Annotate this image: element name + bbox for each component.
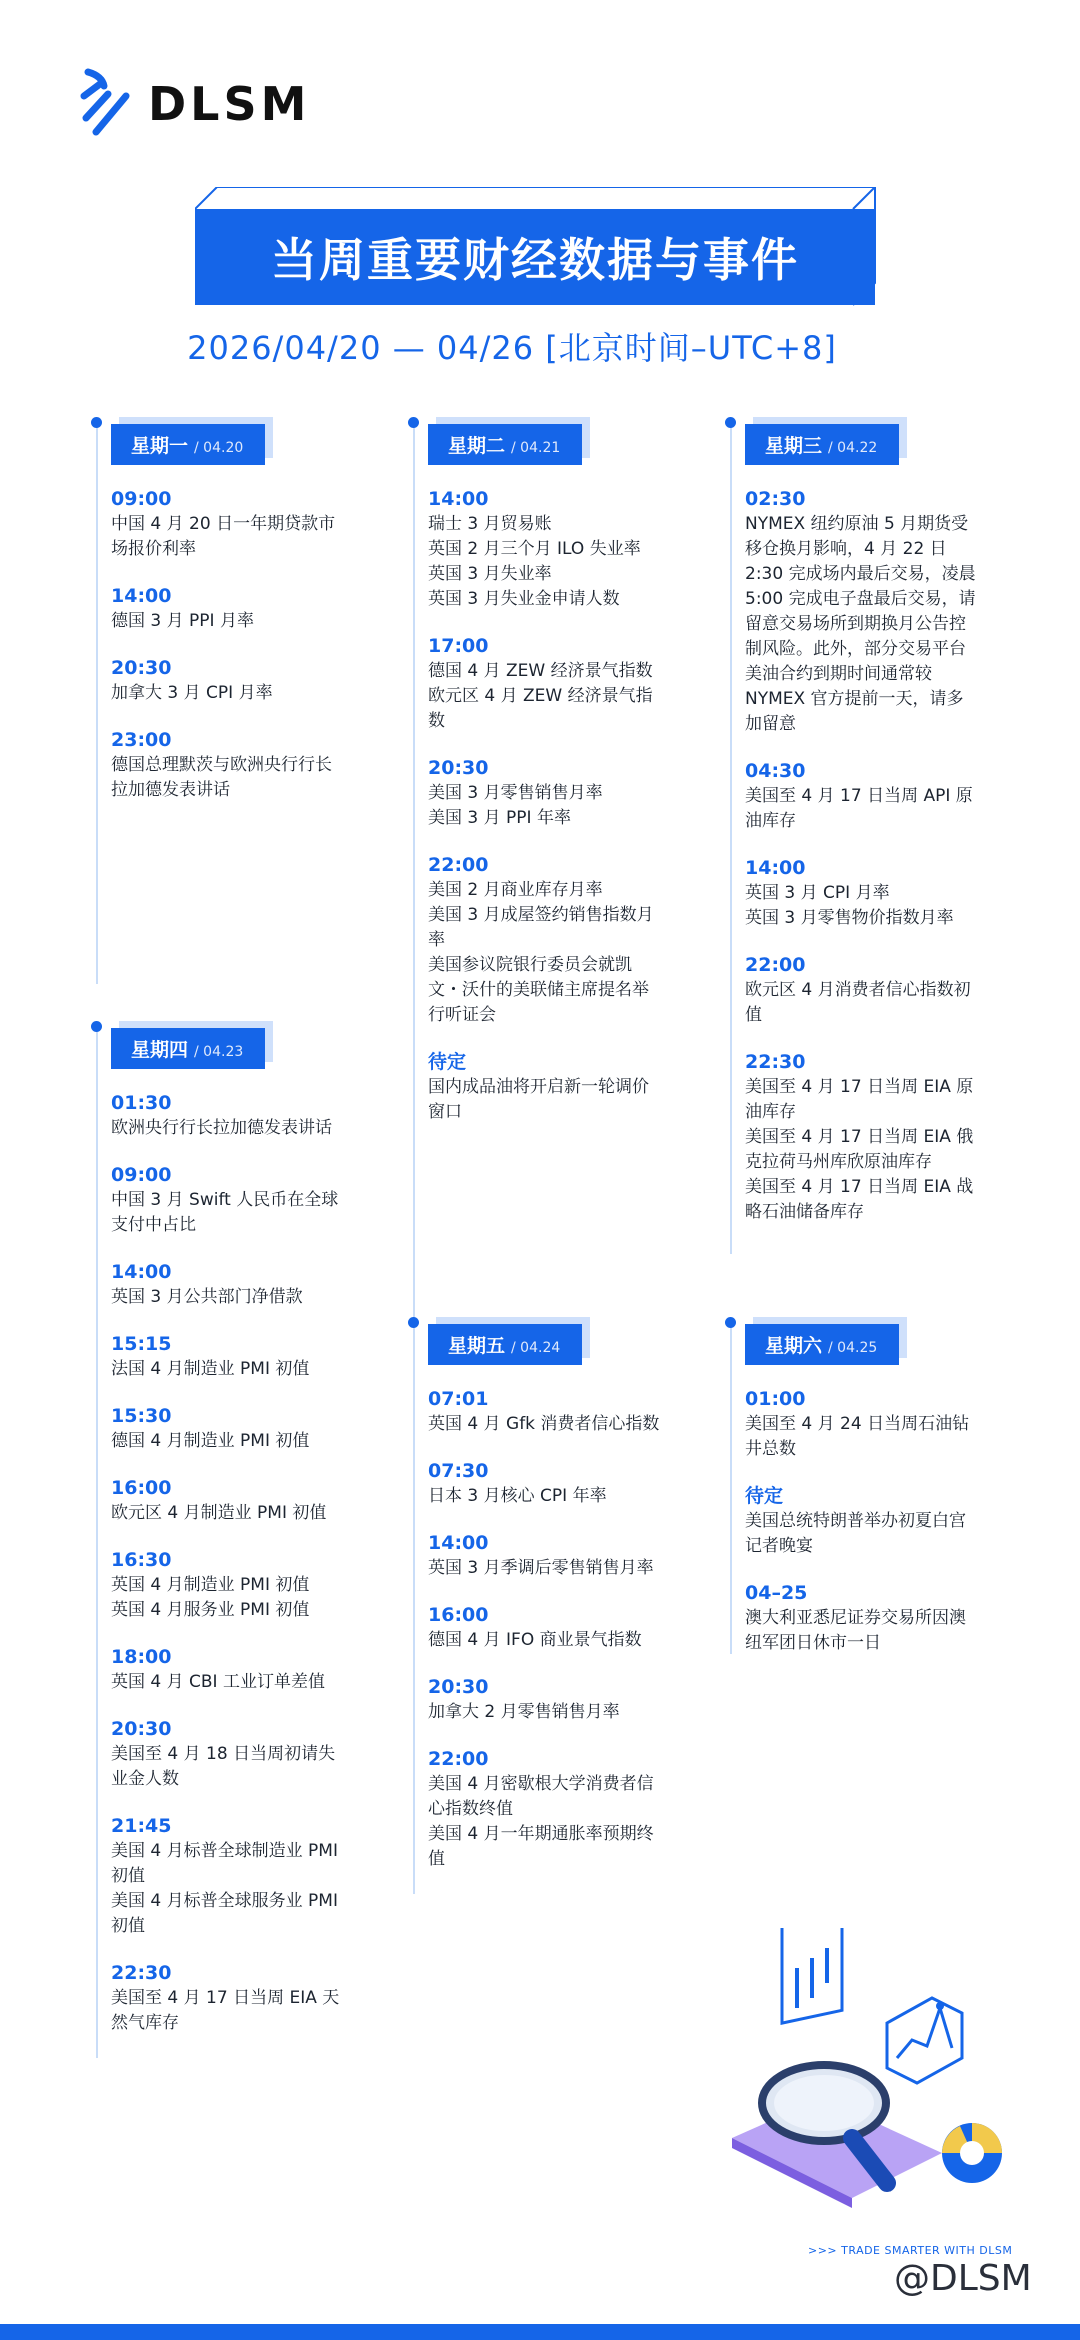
event-text: 德国 3 月 PPI 月率 (111, 611, 254, 631)
event-text: 心指数终值 (428, 1799, 513, 1819)
event-text: 英国 4 月 Gfk 消费者信心指数 (428, 1414, 660, 1434)
day-label: 星期四 (131, 1039, 189, 1061)
event-text: 加拿大 3 月 CPI 月率 (111, 683, 273, 703)
event-text: 初值 (111, 1866, 145, 1886)
event-item (111, 1814, 371, 1939)
event-time: 22:00 (745, 954, 806, 976)
event-text: 德国 4 月 IFO 商业景气指数 (428, 1630, 642, 1650)
day-monday: 星期一 / 04.20 09:00 中国 4 月 20 日一年期贷款市 场报价利率 14:00 德国 3 月 PPI 月率 20:30 加拿大 3 月 CPI 月率 23:00 德国总理默茨与欧洲央行行长 拉加德发表讲话 (111, 424, 371, 825)
day-label: 星期三 (765, 435, 823, 457)
event-item (428, 1675, 688, 1725)
event-text: 文・沃什的美联储主席提名举 (428, 980, 649, 1000)
event-time: 21:45 (111, 1815, 172, 1837)
event-item (111, 1404, 371, 1454)
event-text: 美国至 4 月 17 日当周 EIA 天 (111, 1988, 340, 2008)
event-item (111, 584, 371, 634)
event-time: 15:15 (111, 1333, 172, 1355)
event-time: 20:30 (428, 1676, 489, 1698)
footer-tagline: >>> TRADE SMARTER WITH DLSM (808, 2244, 1013, 2257)
event-text: 英国 2 月三个月 ILO 失业率 (428, 539, 641, 559)
event-text: 英国 3 月失业金申请人数 (428, 589, 620, 609)
event-time: 14:00 (428, 488, 489, 510)
event-text: 留意交易场所到期换月公告控 (745, 614, 966, 634)
event-item (111, 1476, 371, 1526)
event-time: 14:00 (745, 857, 806, 879)
event-text: 德国 4 月制造业 PMI 初值 (111, 1431, 310, 1451)
event-text: 美国至 4 月 17 日当周 EIA 俄 (745, 1127, 974, 1147)
event-time: 01:30 (111, 1092, 172, 1114)
event-text: 英国 3 月失业率 (428, 564, 552, 584)
event-time: 22:30 (111, 1962, 172, 1984)
event-time: 16:30 (111, 1549, 172, 1571)
event-text: 值 (428, 1849, 445, 1869)
event-text: 加留意 (745, 714, 796, 734)
page-title: 当周重要财经数据与事件 (195, 209, 875, 305)
day-tuesday: 星期二 / 04.21 14:00 瑞士 3 月贸易账 英国 2 月三个月 ILO 失业率 英国 3 月失业率 英国 3 月失业金申请人数 17:00 德国 4 月 ZEW 经济景气指数 欧元区 4 月 ZEW 经济景气指 数 20:30 美国 3 月零售销售月率 美国 3 月 PPI 年率 22:00 美国 2 月商业库存月率 美国 3 月成屋签约销售指数月 率 美国参议院银行委员会就凯 文・沃什的美联储主席提名举 行听证会 待定 国内成品油将开启新一轮调价 窗口 (428, 424, 688, 1147)
event-text: 油库存 (745, 1102, 796, 1122)
event-text: 英国 4 月 CBI 工业订单差值 (111, 1672, 325, 1692)
brand-logo (78, 66, 310, 142)
event-text: 初值 (111, 1916, 145, 1936)
event-time: 20:30 (111, 657, 172, 679)
event-time: 14:00 (111, 585, 172, 607)
magnifier-chart-illustration (712, 1928, 1032, 2228)
event-time: 22:30 (745, 1051, 806, 1073)
event-text: 澳大利亚悉尼证券交易所因澳 (745, 1608, 966, 1628)
event-item (745, 1050, 1005, 1225)
event-text: 场报价利率 (111, 539, 196, 559)
event-item (745, 1581, 1005, 1656)
event-text: 美国 4 月标普全球服务业 PMI (111, 1891, 338, 1911)
event-text: 油库存 (745, 811, 796, 831)
event-time: 20:30 (428, 757, 489, 779)
event-time: 23:00 (111, 729, 172, 751)
event-text: 法国 4 月制造业 PMI 初值 (111, 1359, 310, 1379)
event-text: 美国至 4 月 17 日当周 EIA 原 (745, 1077, 974, 1097)
day-friday: 星期五 / 04.24 07:01 英国 4 月 Gfk 消费者信心指数 07:30 日本 3 月核心 CPI 年率 14:00 英国 3 月季调后零售销售月率 16:00 德国 4 月 IFO 商业景气指数 20:30 加拿大 2 月零售销售月率 22:00 美国 4 月密歇根大学消费者信 心指数终值 美国 4 月一年期通胀率预期终 值 (428, 1324, 688, 1894)
day-saturday: 星期六 / 04.25 01:00 美国至 4 月 24 日当周石油钻 井总数 待定 美国总统特朗普举办初夏白宫 记者晚宴 04–25 澳大利亚悉尼证券交易所因澳 纽军团日休市一日 (745, 1324, 1005, 1678)
event-item (428, 1459, 688, 1509)
event-text: 窗口 (428, 1102, 462, 1122)
event-text: 英国 4 月服务业 PMI 初值 (111, 1600, 310, 1620)
title-banner (195, 187, 875, 305)
event-text: 美国参议院银行委员会就凯 (428, 955, 632, 975)
event-text: 德国总理默茨与欧洲央行行长 (111, 755, 332, 775)
event-text: 瑞士 3 月贸易账 (428, 514, 552, 534)
event-item (111, 1163, 371, 1238)
event-time: 14:00 (111, 1261, 172, 1283)
event-text: 美国总统特朗普举办初夏白宫 (745, 1511, 966, 1531)
event-text: 英国 3 月季调后零售销售月率 (428, 1558, 654, 1578)
event-text: 中国 4 月 20 日一年期贷款市 (111, 514, 336, 534)
event-text: 英国 3 月零售物价指数月率 (745, 908, 954, 928)
event-item (111, 1961, 371, 2036)
event-time: 04:30 (745, 760, 806, 782)
event-time: 17:00 (428, 635, 489, 657)
event-item (745, 487, 1005, 737)
event-text: 业金人数 (111, 1769, 179, 1789)
event-time: 14:00 (428, 1532, 489, 1554)
event-text: 5:00 完成电子盘最后交易，请 (745, 589, 976, 609)
event-text: 美国 3 月零售销售月率 (428, 783, 603, 803)
event-item (111, 1260, 371, 1310)
event-time: 01:00 (745, 1388, 806, 1410)
event-item (111, 728, 371, 803)
event-item (111, 1332, 371, 1382)
event-text: 美国至 4 月 17 日当周 EIA 战 (745, 1177, 974, 1197)
event-item (428, 1050, 688, 1125)
event-text: 欧洲央行行长拉加德发表讲话 (111, 1118, 332, 1138)
event-text: 欧元区 4 月制造业 PMI 初值 (111, 1503, 327, 1523)
event-time: 待定 (745, 1485, 784, 1507)
event-text: 日本 3 月核心 CPI 年率 (428, 1486, 607, 1506)
event-text: 制风险。此外，部分交易平台 (745, 639, 966, 659)
event-text: 欧元区 4 月消费者信心指数初 (745, 980, 971, 1000)
event-text: 美国 2 月商业库存月率 (428, 880, 603, 900)
day-label: 星期一 (131, 435, 189, 457)
event-text: 加拿大 2 月零售销售月率 (428, 1702, 620, 1722)
event-text: 略石油储备库存 (745, 1202, 864, 1222)
bottom-accent-bar (0, 2324, 1080, 2340)
event-text: 美国至 4 月 24 日当周石油钻 (745, 1414, 970, 1434)
event-item (111, 1091, 371, 1141)
event-time: 22:00 (428, 854, 489, 876)
event-item (745, 953, 1005, 1028)
event-text: 英国 3 月公共部门净借款 (111, 1287, 303, 1307)
event-text: 行听证会 (428, 1005, 496, 1025)
event-text: 移仓换月影响，4 月 22 日 (745, 539, 947, 559)
event-text: 美国至 4 月 18 日当周初请失 (111, 1744, 336, 1764)
event-time: 07:30 (428, 1460, 489, 1482)
event-text: 英国 4 月制造业 PMI 初值 (111, 1575, 310, 1595)
event-text: 2:30 完成场内最后交易，凌晨 (745, 564, 976, 584)
event-item (111, 1717, 371, 1792)
event-item (428, 487, 688, 612)
event-item (111, 1645, 371, 1695)
event-item (428, 1387, 688, 1437)
brand-name: DLSM (148, 77, 311, 131)
event-text: 克拉荷马州库欣原油库存 (745, 1152, 932, 1172)
day-thursday: 星期四 / 04.23 01:30 欧洲央行行长拉加德发表讲话 09:00 中国 3 月 Swift 人民币在全球 支付中占比 14:00 英国 3 月公共部门净借款 15:15 法国 4 月制造业 PMI 初值 15:30 德国 4 月制造业 PMI 初值 16:00 欧元区 4 月制造业 PMI 初值 16:30 英国 4 月制造业 PMI 初值 英国 4 月服务业 PMI 初值 18:00 英国 4 月 CBI 工业订单差值 20:30 美国至 4 月 18 日当周初请失 业金人数 21:45 美国 4 月标普全球制造业 PMI 初值 美国 4 月标普全球服务业 PMI 初值 22:30 美国至 4 月 17 日当周 EIA 天 然气库存 (111, 1028, 371, 2058)
event-time: 18:00 (111, 1646, 172, 1668)
event-time: 07:01 (428, 1388, 489, 1410)
event-text: 美油合约到期时间通常较 (745, 664, 932, 684)
event-text: 值 (745, 1005, 762, 1025)
event-time: 04–25 (745, 1582, 808, 1604)
event-text: 率 (428, 930, 445, 950)
event-time: 09:00 (111, 488, 172, 510)
event-text: 井总数 (745, 1439, 796, 1459)
event-text: 纽军团日休市一日 (745, 1633, 881, 1653)
watermark: @DLSM (894, 2258, 1032, 2299)
event-text: 记者晚宴 (745, 1536, 813, 1556)
event-text: 中国 3 月 Swift 人民币在全球 (111, 1190, 339, 1210)
event-item (428, 756, 688, 831)
day-wednesday: 星期三 / 04.22 02:30 NYMEX 纽约原油 5 月期货受 移仓换月影响，4 月 22 日 2:30 完成场内最后交易，凌晨 5:00 完成电子盘最后交易，请 留意交易场所到期换月公告控 制风险。此外，部分交易平台 美油合约到期时间通常较 NYMEX 官方提前一天，请多 加留意 04:30 美国至 4 月 17 日当周 API 原 油库存 14:00 英国 3 月 CPI 月率 英国 3 月零售物价指数月率 22:00 欧元区 4 月消费者信心指数初 值 22:30 美国至 4 月 17 日当周 EIA 原 油库存 美国至 4 月 17 日当周 EIA 俄 克拉荷马州库欣原油库存 美国至 4 月 17 日当周 EIA 战 略石油储备库存 (745, 424, 1005, 1247)
event-text: 欧元区 4 月 ZEW 经济景气指 (428, 686, 653, 706)
event-time: 02:30 (745, 488, 806, 510)
event-text: NYMEX 官方提前一天，请多 (745, 689, 964, 709)
event-time: 09:00 (111, 1164, 172, 1186)
event-item (745, 856, 1005, 931)
event-text: 德国 4 月 ZEW 经济景气指数 (428, 661, 653, 681)
event-text: 英国 3 月 CPI 月率 (745, 883, 890, 903)
event-time: 15:30 (111, 1405, 172, 1427)
event-text: 美国 4 月一年期通胀率预期终 (428, 1824, 654, 1844)
event-text: NYMEX 纽约原油 5 月期货受 (745, 514, 969, 534)
event-item (745, 1484, 1005, 1559)
event-text: 美国 3 月成屋签约销售指数月 (428, 905, 654, 925)
event-text: 美国 4 月密歇根大学消费者信 (428, 1774, 654, 1794)
event-item (111, 1548, 371, 1623)
event-time: 16:00 (111, 1477, 172, 1499)
event-item (745, 1387, 1005, 1462)
event-item (428, 1747, 688, 1872)
event-item (428, 634, 688, 734)
event-time: 16:00 (428, 1604, 489, 1626)
day-label: 星期六 (765, 1335, 823, 1357)
event-item (428, 1603, 688, 1653)
day-label: 星期二 (448, 435, 506, 457)
day-label: 星期五 (448, 1335, 506, 1357)
event-text: 美国 4 月标普全球制造业 PMI (111, 1841, 338, 1861)
event-text: 数 (428, 711, 445, 731)
event-item (745, 759, 1005, 834)
event-text: 国内成品油将开启新一轮调价 (428, 1077, 649, 1097)
event-item (428, 853, 688, 1028)
event-item (111, 656, 371, 706)
dlsm-logo-icon (78, 66, 134, 142)
event-time: 待定 (428, 1051, 467, 1073)
event-text: 支付中占比 (111, 1215, 196, 1235)
event-text: 美国 3 月 PPI 年率 (428, 808, 571, 828)
event-item (428, 1531, 688, 1581)
event-text: 美国至 4 月 17 日当周 API 原 (745, 786, 973, 806)
event-item (111, 487, 371, 562)
event-text: 然气库存 (111, 2013, 179, 2033)
event-time: 20:30 (111, 1718, 172, 1740)
event-time: 22:00 (428, 1748, 489, 1770)
event-text: 拉加德发表讲话 (111, 780, 230, 800)
date-range: 2026/04/20 — 04/26 [北京时间–UTC+8] (187, 329, 837, 367)
